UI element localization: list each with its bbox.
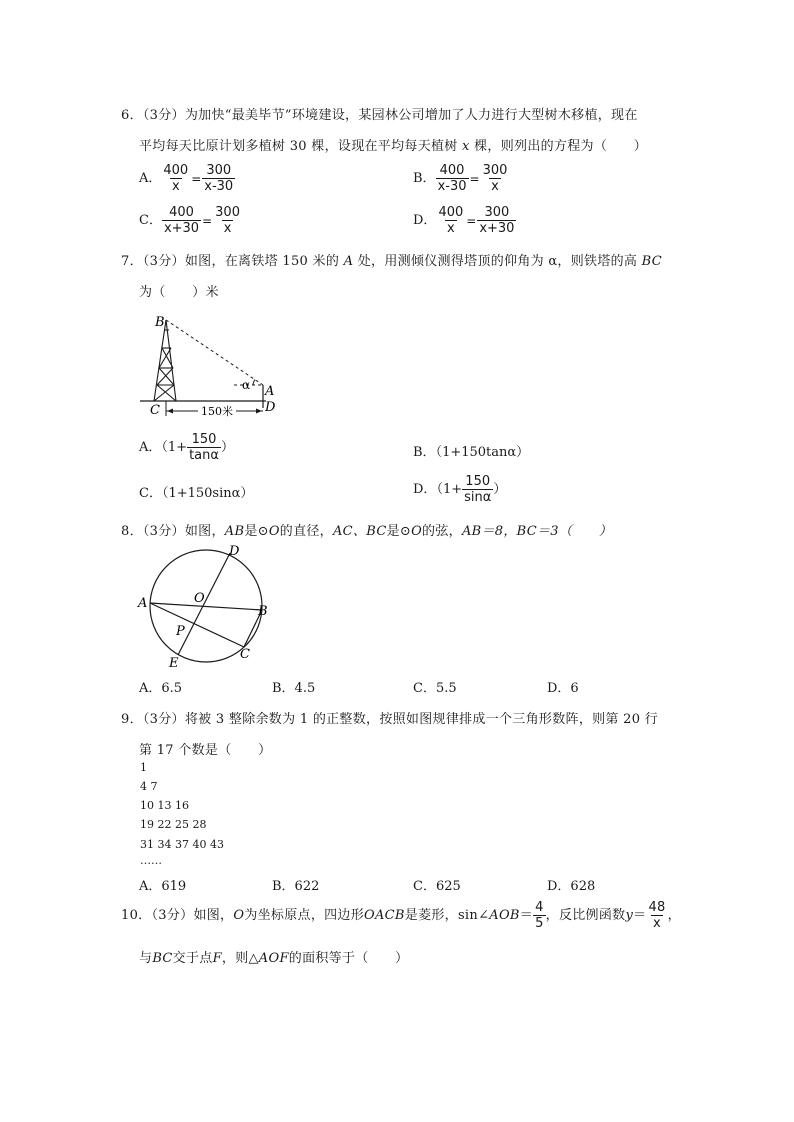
option-text: （1+150sinα） [161,486,254,501]
point-d-label: D [229,544,240,559]
fraction: $\frac{300}{x}$ [482,163,508,194]
point-a-label: A [138,596,148,611]
point-o-label: O [194,591,205,606]
alpha-label: α [242,378,251,392]
q9-row-2: 4 7 [140,780,158,793]
fraction: $\frac{150}{\tan\alpha}$ [189,432,219,463]
q7-text-b: 处，用测倾仪测得塔顶的仰角为 α，则铁塔的高 [357,254,638,269]
q8-option-d[interactable]: D．6 [547,681,579,696]
point-c-label: C [150,403,160,418]
q7-option-a[interactable]: A．（1+ $\frac{150}{\tan\alpha}$ ） [139,432,234,463]
point-b-label: B [258,604,268,619]
q9-text-2: 第 17 个数是（ ） [139,743,272,758]
option-label: D． [413,213,437,228]
q6-score: （3分） [142,108,185,123]
fraction: $\frac{48}{x}$ [648,900,666,931]
q6-line2 [139,135,647,154]
q6-text: 为加快“最美毕节”环境建设，某园林公司增加了人力进行大型树木移植，现在 [184,108,638,123]
q7-tower-figure [136,310,296,422]
q8-option-b[interactable]: B．4.5 [272,681,316,696]
q9-option-d[interactable]: D．628 [547,879,596,894]
point-b-label: B [155,315,165,330]
point-e-label: E [169,656,179,671]
option-label: A． [139,440,162,455]
q6-number: 6． [121,108,143,123]
option-label: B． [413,171,436,186]
option-label: A． [139,171,162,186]
q8-option-a[interactable]: A．6.5 [139,681,183,696]
q7-number: 7． [121,254,143,269]
q10-line2: 与BC交于点F，则△AOF的面积等于（ ） [139,951,409,966]
q7-line2 [139,281,219,300]
point-d-label: D [265,400,276,415]
q6-text-2b: 棵，则列出的方程为（ ） [474,139,648,154]
point-p-label: P [176,624,185,639]
tower-icon [154,320,176,401]
q9-option-c[interactable]: C．625 [413,879,461,894]
q7-segment-bc: BC [641,254,663,269]
q7-text-a: 如图，在离铁塔 150 米的 [184,254,340,269]
fraction: $\frac{400}{x-30}$ [437,163,467,194]
q6-option-b[interactable]: B． $\frac{400}{x-30}$ = $\frac{300}{x}$ [413,163,508,194]
option-label: B． [413,445,436,460]
q6-option-c[interactable]: C． $\frac{400}{x+30}$ = $\frac{300}{x}$ [139,205,240,236]
q7-point-a: A [343,254,354,269]
q9-line2 [139,739,271,758]
q9-line1 [121,708,658,727]
fraction: $\frac{400}{x+30}$ [163,205,200,236]
q9-row-4: 19 22 25 28 [140,818,207,831]
q10-score: （3分） [151,908,194,923]
q10-line1: 10．（3分）如图，O为坐标原点，四边形OACB是菱形，sin∠AOB＝ $\frac{4}{5}$ ，反比例函数y＝ $\frac{48}{x}$ ， [121,900,681,931]
option-text: （1+150tanα） [435,445,530,460]
fraction: $\frac{4}{5}$ [535,900,544,931]
fraction: $\frac{300}{x-30}$ [204,163,234,194]
q9-row-5: 31 34 37 40 43 [140,838,224,851]
option-label: C． [139,486,162,501]
q9-row-1: 1 [140,761,147,774]
q8-option-c[interactable]: C．5.5 [413,681,457,696]
q6-text-2a: 平均每天比原计划多植树 30 棵，设现在平均每天植树 [139,139,458,154]
point-c-label: C [240,647,250,662]
point-a-label: A [265,384,275,399]
q8-line1: 8．（3分）如图，AB是⊙O的直径，AC、BC是⊙O的弦，AB＝8，BC＝3（ ） [121,524,613,539]
q9-row-ellipsis: …… [140,854,162,867]
q8-circle-figure [134,540,284,672]
q8-number: 8． [121,524,143,539]
q7-option-c[interactable] [139,482,253,501]
q9-option-b[interactable]: B．622 [272,879,320,894]
q7-score: （3分） [142,254,185,269]
q9-row-3: 10 13 16 [140,799,189,812]
q6-variable: x [462,139,470,154]
fraction: $\frac{300}{x}$ [215,205,240,236]
q6-option-a[interactable]: A． $\frac{400}{x}$ = $\frac{300}{x-30}$ [139,163,234,194]
option-label: D． [413,482,437,497]
option-label: C． [139,213,162,228]
q6-option-d[interactable]: D． $\frac{400}{x}$ = $\frac{300}{x+30}$ [413,205,515,236]
q9-score: （3分） [142,712,185,727]
fraction: $\frac{400}{x}$ [438,205,464,236]
q8-score: （3分） [142,524,185,539]
fraction: $\frac{400}{x}$ [163,163,189,194]
q9-text: 将被 3 整除余数为 1 的正整数，按照如图规律排成一个三角形数阵，则第 20 行 [184,712,659,727]
q7-text-2: 为（ ）米 [139,285,219,300]
q9-option-a[interactable]: A．619 [139,879,187,894]
fraction: $\frac{300}{x+30}$ [479,205,515,236]
distance-label: 150米 [201,405,233,418]
q9-number: 9． [121,712,143,727]
q10-number: 10． [121,908,152,923]
q7-option-b[interactable] [413,441,529,460]
fraction: $\frac{150}{\sin\alpha}$ [464,474,492,505]
q6-line1 [121,104,638,123]
q7-line1 [121,250,662,269]
q7-option-d[interactable]: D．（1+ $\frac{150}{\sin\alpha}$ ） [413,474,507,505]
